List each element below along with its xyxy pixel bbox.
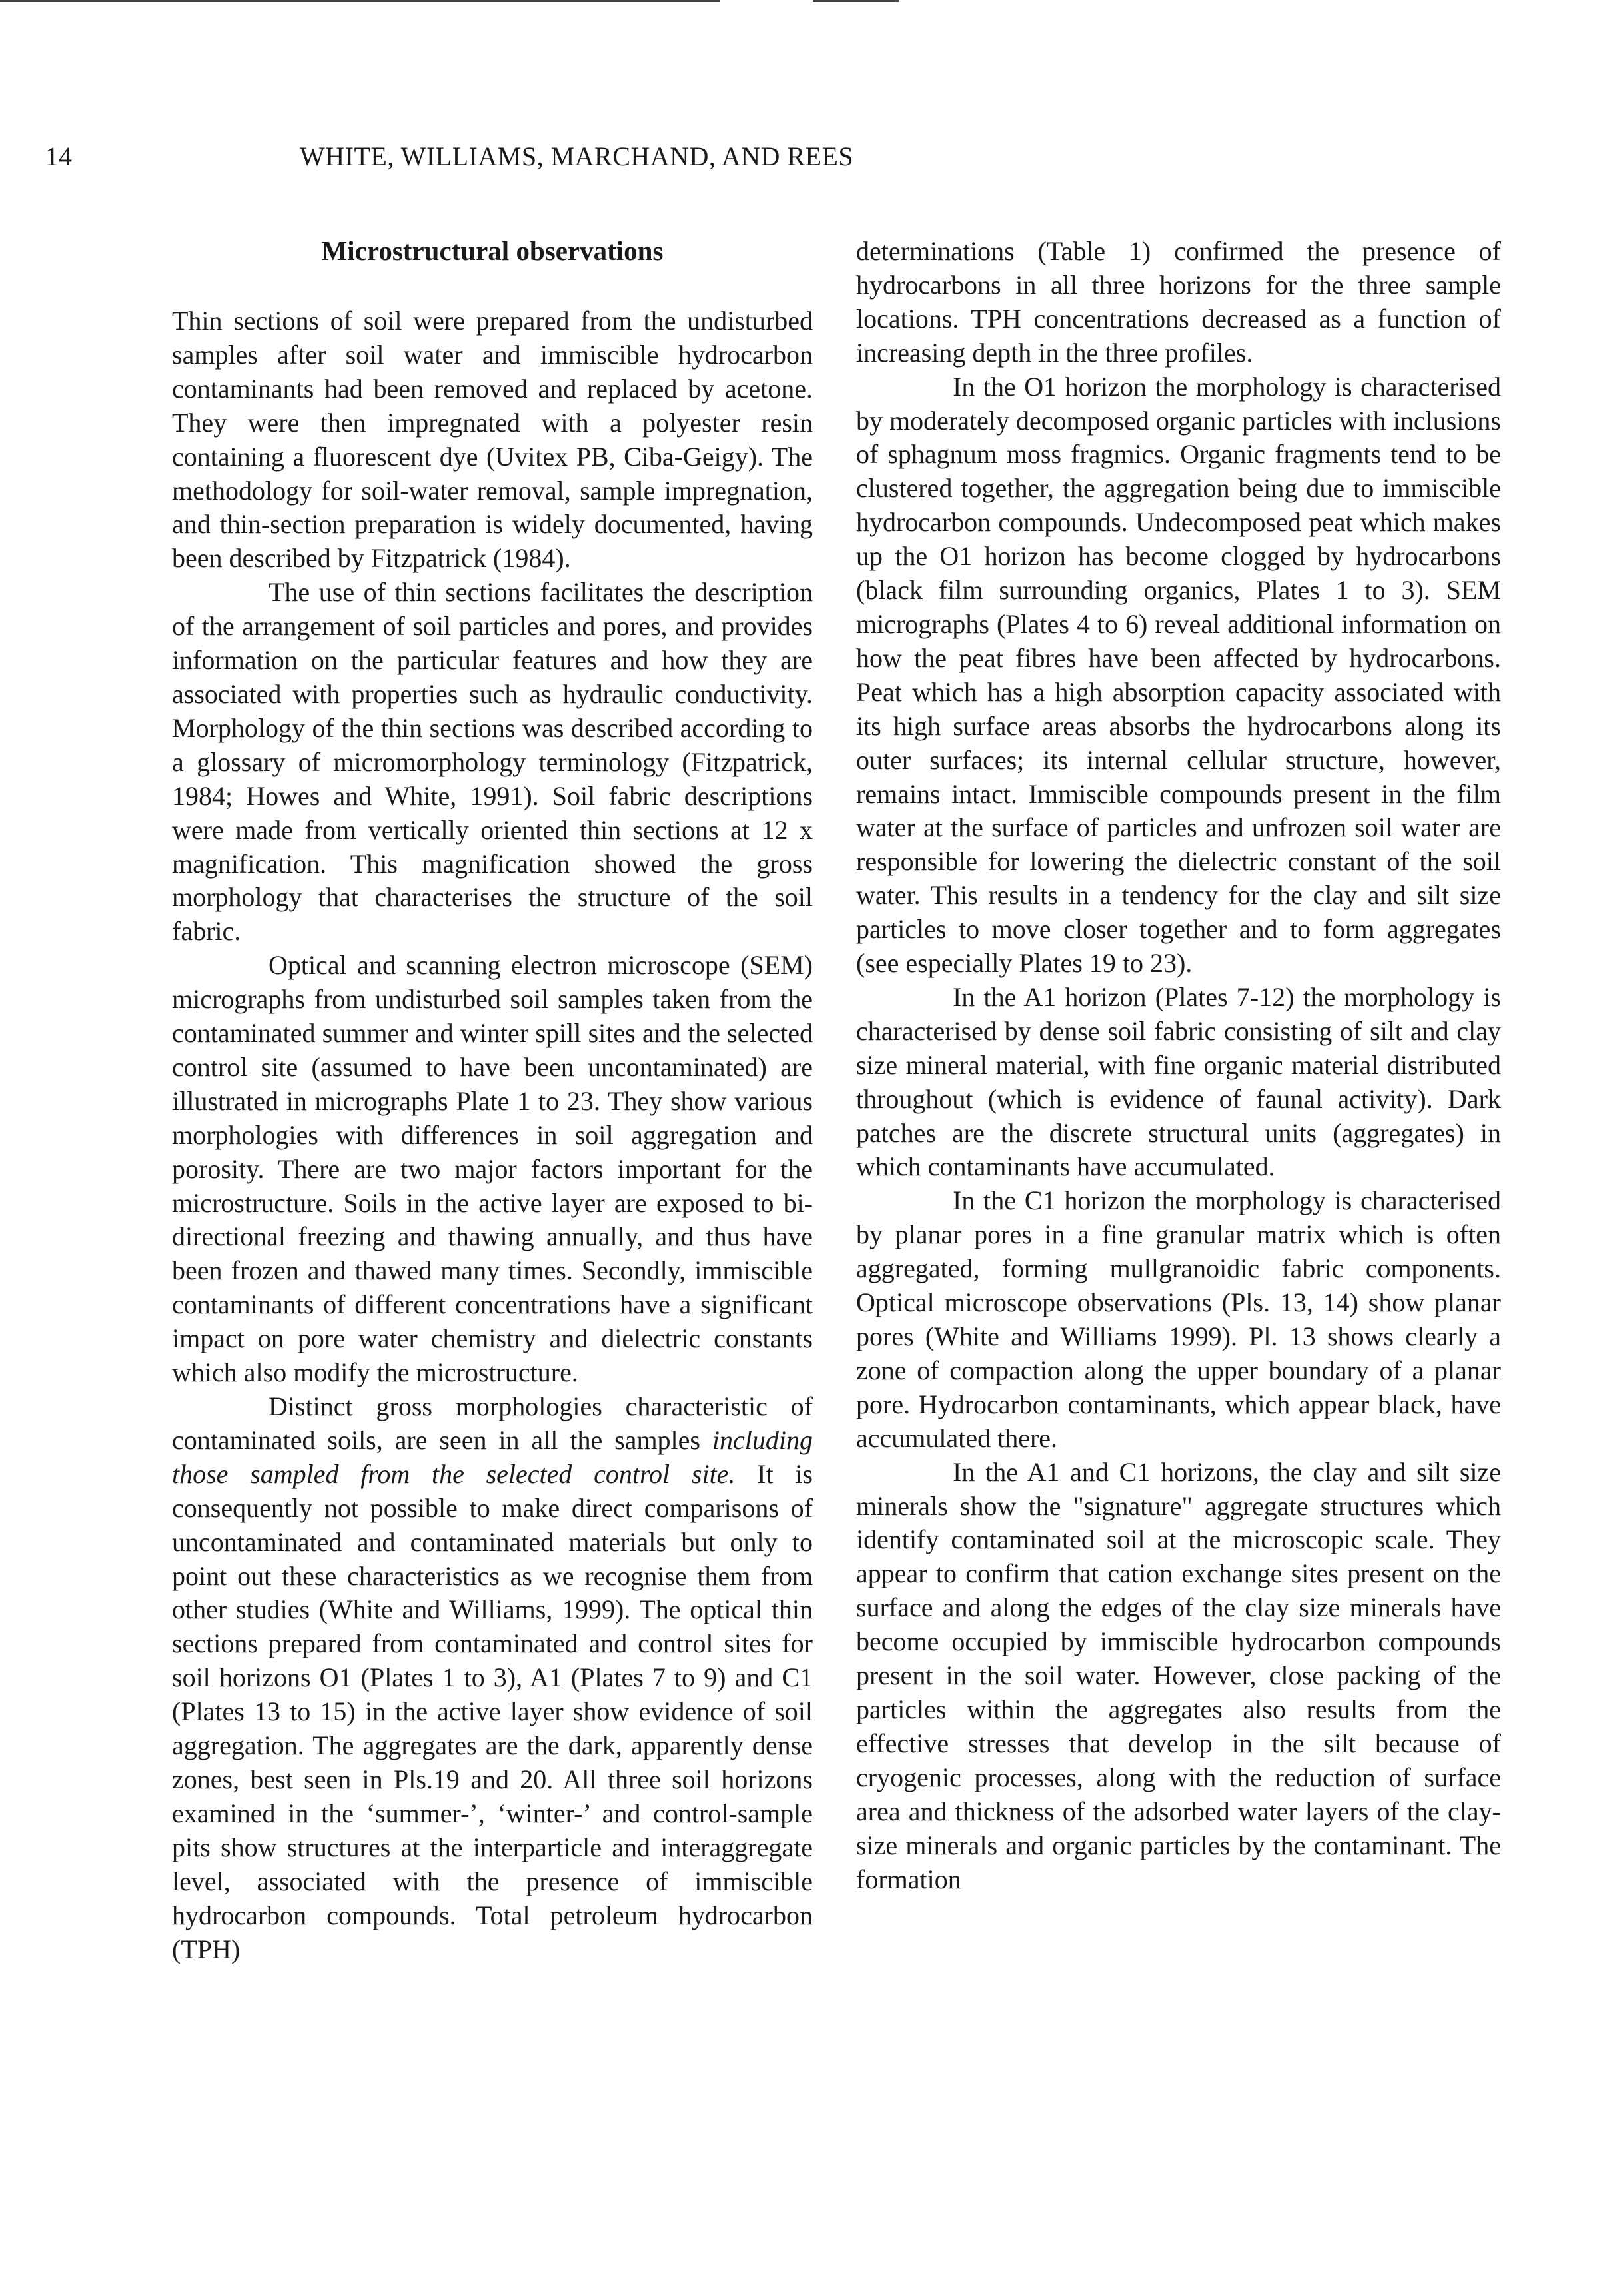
paragraph: The use of thin sections facilitates the description of the arrangement of soil particles and pores, and provides information on the particular features and how they are associated with properties such as hydraulic conductivity. Morphology of the thin sections was described according to a glossary of micromorphology terminology (Fitzpatrick, 1984; Howes and White, 1991). Soil fabric descriptions were made from vertically oriented thin sections at 12 x magnification. This magnification showed the gross morphology that characterises the structure of the soil fabric. [172, 577, 813, 947]
left-column [172, 233, 813, 1966]
page-number: 14 [45, 141, 72, 171]
top-rule-right [813, 0, 899, 2]
section-heading: Microstructural observations [321, 235, 664, 266]
paragraph-text: It is consequently not possible to make direct comparisons of uncontaminated and contaminated materials but only to point out these characteristics as we recognise them from other studies (White and Williams, 1999). The optical thin sections prepared from contaminated and control sites for soil horizons O1 (Plates 1 to 3), A1 (Plates 7 to 9) and C1 (Plates 13 to 15) in the active layer show evidence of soil aggregation. The aggregates are the dark, apparently dense zones, best seen in Pls.19 and 20. All three soil horizons examined in the ‘summer-’, ‘winter-’ and control-sample pits show structures at the interparticle and interaggregate level, associated with the presence of immiscible hydrocarbon compounds. Total petroleum hydrocarbon (TPH) [172, 1458, 813, 1964]
paragraph: determinations (Table 1) confirmed the presence of hydrocarbons in all three horizons for the three sample locations. TPH concentrations decreased as a function of increasing depth in the three profiles. [856, 236, 1501, 368]
paragraph: In the C1 horizon the morphology is characterised by planar pores in a fine granular matrix which is often aggregated, forming mullgranoidic fabric components. Optical microscope observations (Pls. 13, 14) show planar pores (White and Williams 1999). Pl. 13 shows clearly a zone of compaction along the upper boundary of a planar pore. Hydrocarbon contaminants, which appear black, have accumulated there. [856, 1185, 1501, 1453]
running-head: WHITE, WILLIAMS, MARCHAND, AND REES [300, 141, 854, 171]
paragraph: Thin sections of soil were prepared from the undisturbed samples after soil water and immiscible hydrocarbon contaminants had been removed and replaced by acetone. They were then impregnated with a polyester resin containing a fluorescent dye (Uvitex PB, Ciba-Geigy). The methodology for soil-water removal, sample impregnation, and thin-section preparation is widely documented, having been described by Fitzpatrick (1984). [172, 306, 813, 574]
italic-text: including those sampled from the selected control site. [172, 1425, 813, 1489]
paragraph: In the A1 and C1 horizons, the clay and silt size minerals show the "signature" aggregate structures which identify contaminated soil at the microscopic scale. They appear to confirm that cation exchange sites present on the surface and along the edges of the clay size minerals have become occupied by immiscible hydrocarbon compounds present in the soil water. However, close packing of the particles within the aggregates also results from the effective stresses that develop in the silt because of cryogenic processes, along with the reduction of surface area and thickness of the adsorbed water layers of the clay-size minerals and organic particles by the contaminant. The formation [856, 1456, 1501, 1894]
top-rule-left [0, 0, 720, 2]
paragraph: In the O1 horizon the morphology is characterised by moderately decomposed organic particles with inclusions of sphagnum moss fragmics. Organic fragments tend to be clustered together, the aggregation being due to immiscible hydrocarbon compounds. Undecomposed peat which makes up the O1 horizon has become clogged by hydrocarbons (black film surrounding organics, Plates 1 to 3). SEM micrographs (Plates 4 to 6) reveal additional information on how the peat fibres have been affected by hydrocarbons. Peat which has a high absorption capacity associated with its high surface areas absorbs the hydrocarbons along its outer surfaces; its internal cellular structure, however, remains intact. Immiscible compounds present in the film water at the surface of particles and unfrozen soil water are responsible for lowering the dielectric constant of the soil water. This results in a tendency for the clay and silt size particles to move closer together and to form aggregates (see especially Plates 19 to 23). [856, 371, 1501, 979]
right-column [856, 235, 1501, 1896]
paragraph: In the A1 horizon (Plates 7-12) the morphology is characterised by dense soil fabric consisting of silt and clay size mineral material, with fine organic material distributed throughout (which is evidence of faunal activity). Dark patches are the discrete structural units (aggregates) in which contaminants have accumulated. [856, 981, 1501, 1182]
paragraph [172, 1390, 813, 1966]
paragraph: Optical and scanning electron microscope (SEM) micrographs from undisturbed soil samples taken from the contaminated summer and winter spill sites and the selected control site (assumed to have been uncontaminated) are illustrated in micrographs Plate 1 to 23. They show various morphologies with differences in soil aggregation and porosity. There are two major factors important for the microstructure. Soils in the active layer are exposed to bi-directional freezing and thawing annually, and thus have been frozen and thawed many times. Secondly, immiscible contaminants of different concentrations have a significant impact on pore water chemistry and dielectric constants which also modify the microstructure. [172, 950, 813, 1388]
paragraph-text: Distinct gross morphologies characteristic of contaminated soils, are seen in all the samples [172, 1391, 813, 1455]
